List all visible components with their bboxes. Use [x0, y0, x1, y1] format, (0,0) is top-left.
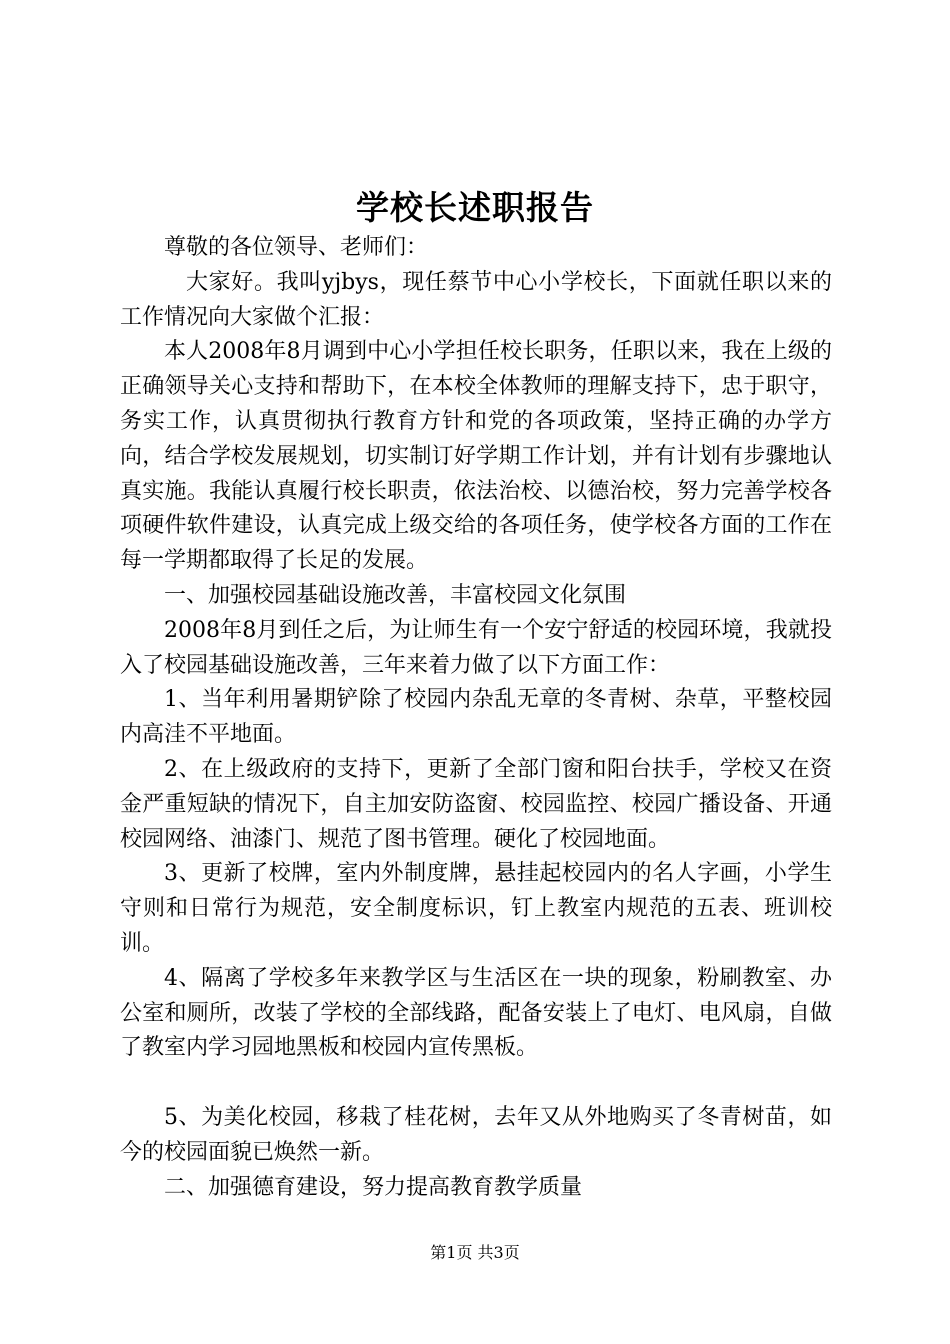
paragraph-section-1-intro: 2008年8月到任之后，为让师生有一个安宁舒适的校园环境，我就投入了校园基础设施改善，三年来着力做了以下方面工作：	[120, 617, 832, 678]
list-item-4: 4、隔离了学校多年来教学区与生活区在一块的现象，粉刷教室、办公室和厕所，改装了学校的全部线路，配备安装上了电灯、电风扇，自做了教室内学习园地黑板和校园内宣传黑板。	[120, 965, 832, 1061]
document-body	[120, 231, 832, 1205]
list-item-3: 3、更新了校牌，室内外制度牌，悬挂起校园内的名人字画，小学生守则和日常行为规范，安全制度标识，钉上教室内规范的五表、班训校训。	[120, 861, 832, 956]
document-title: 学校长述职报告	[356, 188, 594, 227]
paragraph-greeting: 大家好。我叫yjbys，现任蔡节中心小学校长，下面就任职以来的工作情况向大家做个汇报：	[120, 269, 832, 330]
list-item-1: 1、当年利用暑期铲除了校园内杂乱无章的冬青树、杂草，平整校园内高洼不平地面。	[120, 687, 832, 748]
section-heading-1: 一、加强校园基础设施改善，丰富校园文化氛围	[164, 582, 627, 608]
list-item-2: 2、在上级政府的支持下，更新了全部门窗和阳台扶手，学校又在资金严重短缺的情况下，自主加安防盗窗、校园监控、校园广播设备、开通校园网络、油漆门、规范了图书管理。硬化了校园地面。	[120, 756, 832, 852]
section-heading-2: 二、加强德育建设，努力提高教育教学质量	[164, 1174, 583, 1200]
list-item-5: 5、为美化校园，移栽了桂花树，去年又从外地购买了冬青树苗，如今的校园面貌已焕然一新。	[120, 1104, 832, 1165]
blank-line	[120, 1066, 832, 1101]
paragraph-intro: 本人2008年8月调到中心小学担任校长职务，任职以来，我在上级的正确领导关心支持和帮助下，在本校全体教师的理解支持下，忠于职守，务实工作，认真贯彻执行教育方针和党的各项政策，坚持正确的办学方向，结合学校发展规划，切实制订好学期工作计划，并有计划有步骤地认真实施。我能认真履行校长职责，依法治校、以德治校，努力完善学校各项硬件软件建设，认真完成上级交给的各项任务，使学校各方面的工作在每一学期都取得了长足的发展。	[120, 339, 832, 574]
paragraph-salutation: 尊敬的各位领导、老师们：	[164, 235, 429, 260]
page-footer: 第1页 共3页	[430, 1243, 520, 1262]
